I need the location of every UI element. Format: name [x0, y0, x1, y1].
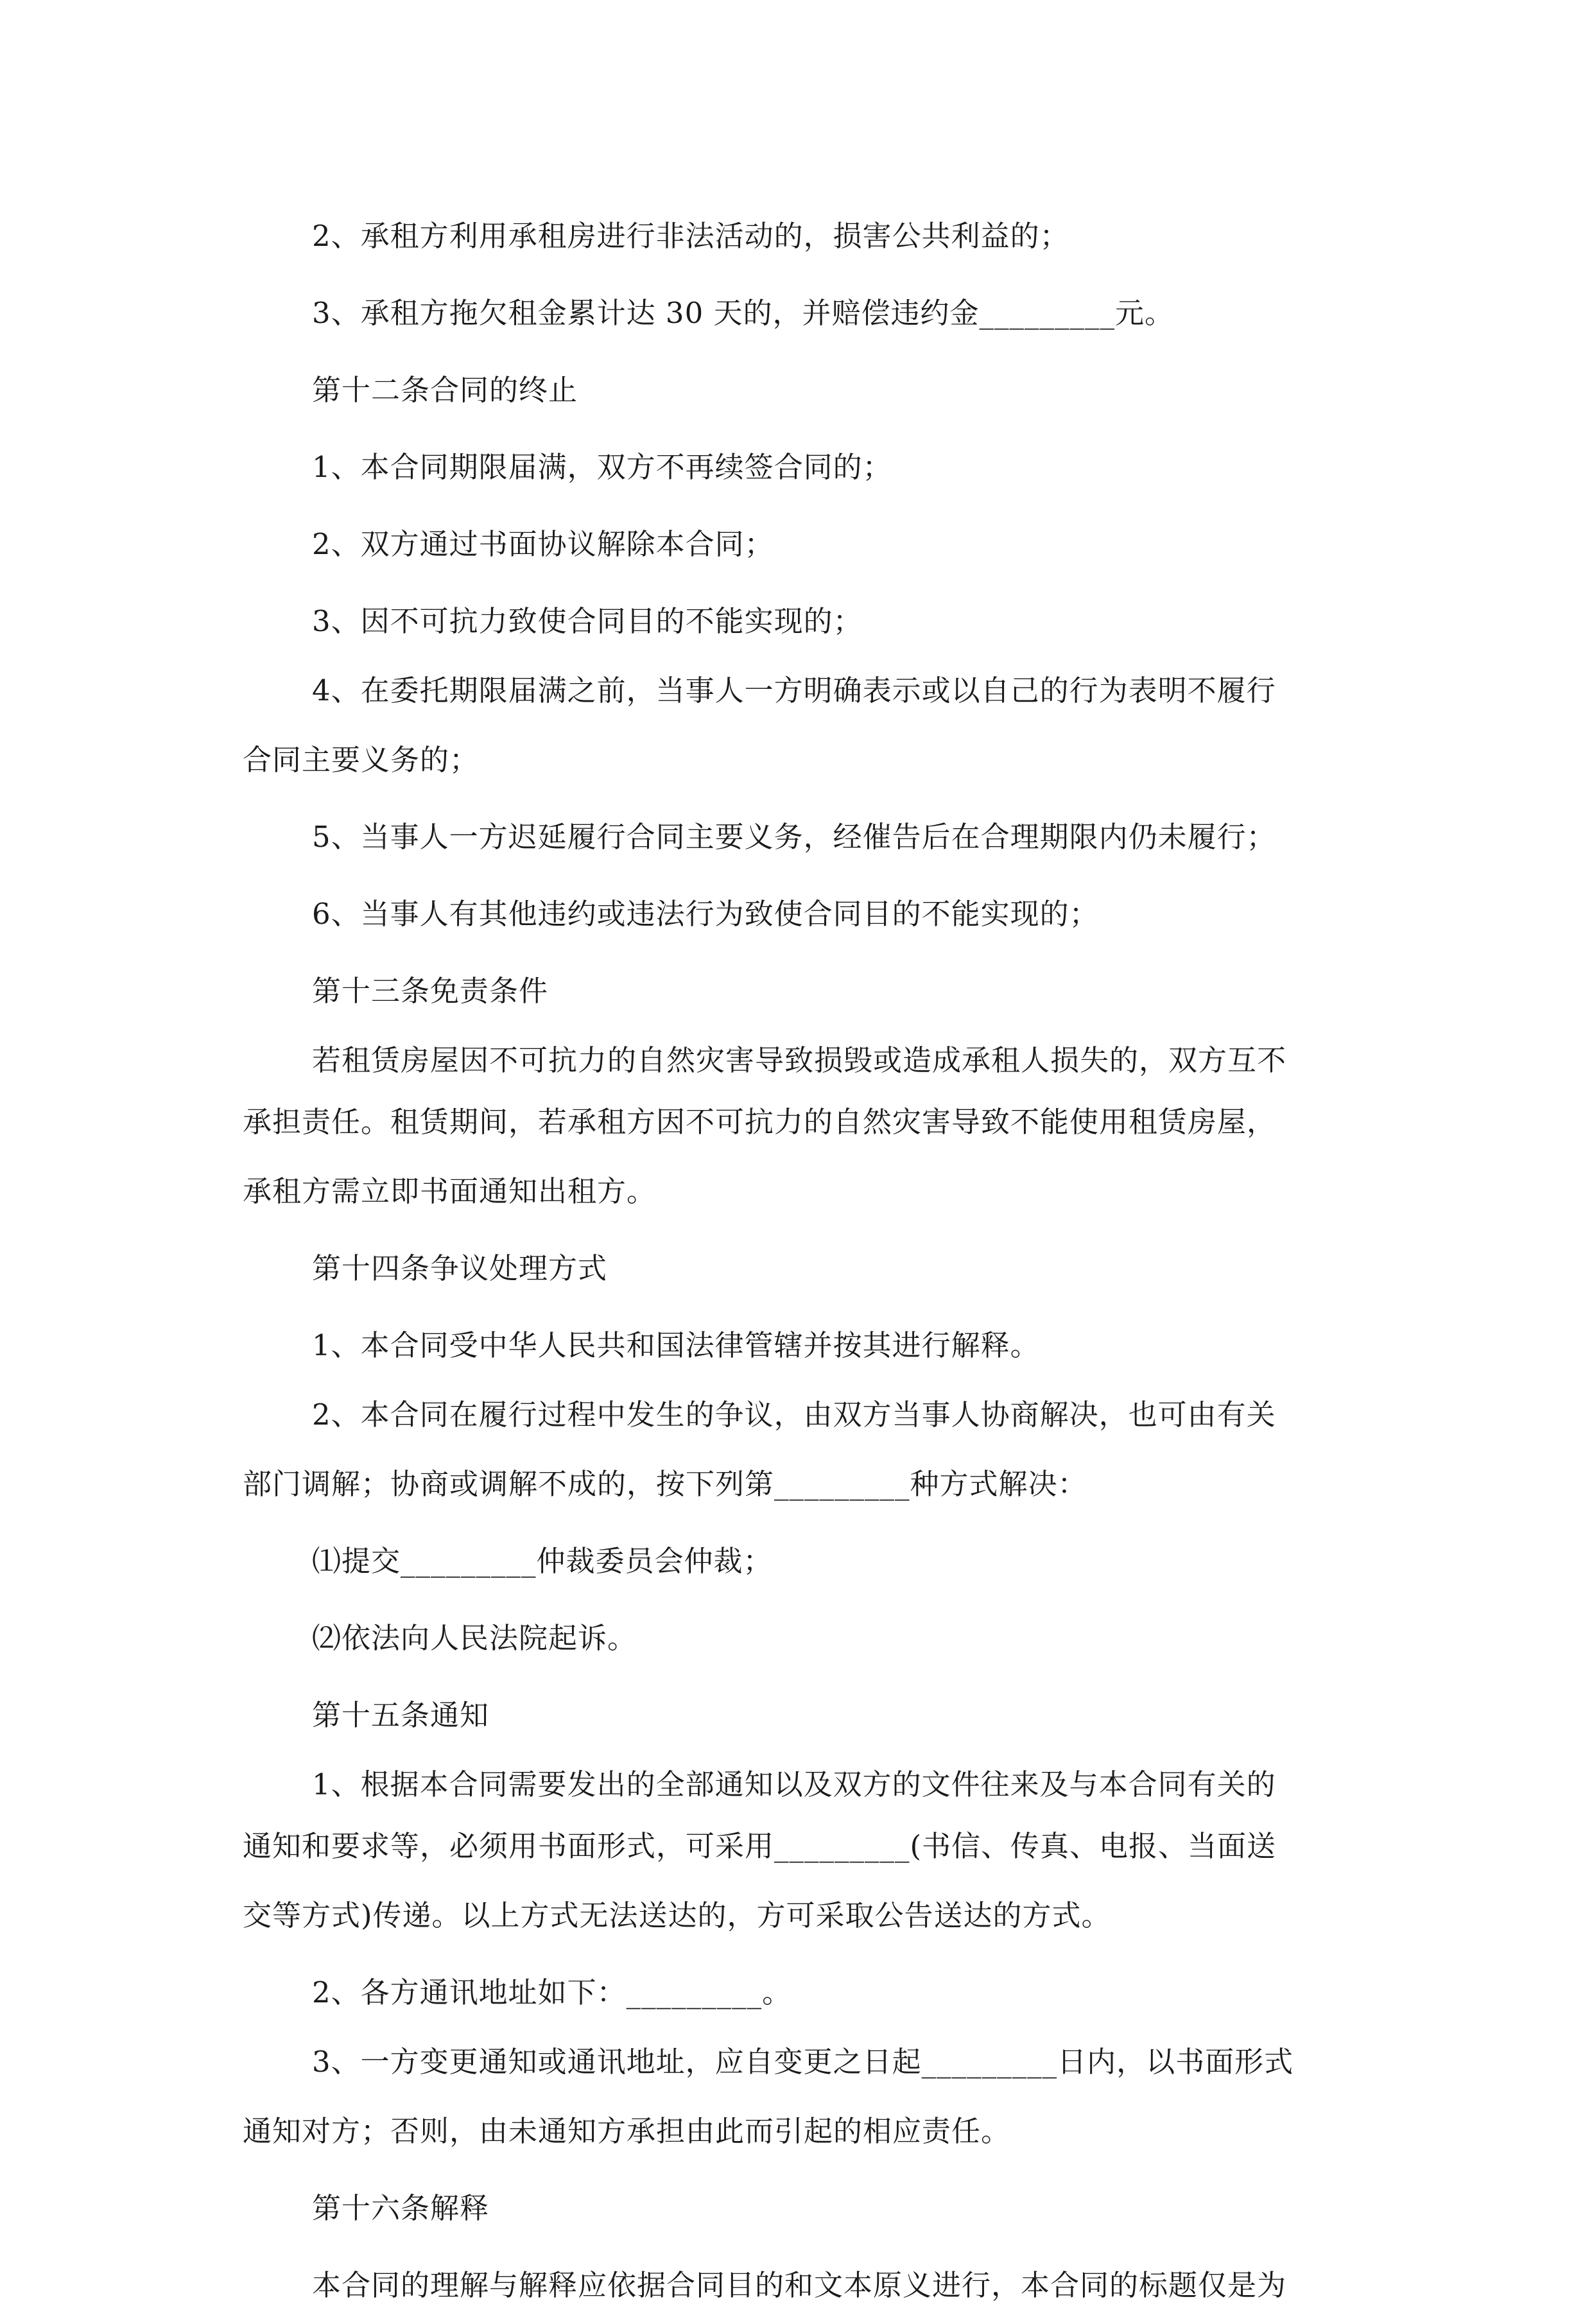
clause-line: 1、根据本合同需要发出的全部通知以及双方的文件往来及与本合同有关的	[312, 1767, 1276, 1801]
clause-line: 1、本合同期限届满，双方不再续签合同的；	[312, 450, 892, 484]
clause-line-continued: 通知和要求等，必须用书面形式，可采用_________(书信、传真、电报、当面送	[243, 1829, 1277, 1863]
clause-subitem: ⑴提交_________仲裁委员会仲裁；	[312, 1544, 773, 1578]
clause-line: 1、本合同受中华人民共和国法律管辖并按其进行解释。	[312, 1328, 1040, 1362]
paragraph-line-continued: 承租方需立即书面通知出租方。	[243, 1174, 657, 1208]
clause-line: 2、各方通讯地址如下：_________。	[312, 1975, 792, 2009]
section-heading: 第十三条免责条件	[312, 974, 549, 1008]
contract-body	[243, 198, 1363, 2324]
clause-line: 2、承租方利用承租房进行非法活动的，损害公共利益的；	[312, 219, 1069, 253]
section-heading: 第十二条合同的终止	[312, 373, 578, 407]
clause-line: 4、在委托期限届满之前，当事人一方明确表示或以自己的行为表明不履行	[312, 673, 1276, 707]
clause-line: 2、双方通过书面协议解除本合同；	[312, 527, 774, 561]
clause-line-continued: 部门调解；协商或调解不成的，按下列第_________种方式解决：	[243, 1467, 1087, 1501]
section-heading: 第十六条解释	[312, 2191, 490, 2225]
clause-line: 5、当事人一方迟延履行合同主要义务，经催告后在合理期限内仍未履行；	[312, 820, 1276, 854]
paragraph-line: 本合同的理解与解释应依据合同目的和文本原义进行，本合同的标题仅是为	[312, 2268, 1287, 2302]
clause-line: 3、一方变更通知或通讯地址，应自变更之日起_________日内，以书面形式	[312, 2045, 1294, 2079]
clause-line-continued: 通知对方；否则，由未通知方承担由此而引起的相应责任。	[243, 2114, 1011, 2148]
section-heading: 第十四条争议处理方式	[312, 1251, 608, 1285]
paragraph-line-continued: 承担责任。租赁期间，若承租方因不可抗力的自然灾害导致不能使用租赁房屋，	[243, 1105, 1277, 1139]
clause-line-continued: 交等方式)传递。以上方式无法送达的，方可采取公告送达的方式。	[243, 1898, 1111, 1932]
clause-line: 6、当事人有其他违约或违法行为致使合同目的不能实现的；	[312, 897, 1099, 931]
section-heading: 第十五条通知	[312, 1698, 490, 1732]
clause-line-continued: 合同主要义务的；	[243, 743, 480, 777]
clause-line: 2、本合同在履行过程中发生的争议，由双方当事人协商解决，也可由有关	[312, 1398, 1276, 1432]
clause-subitem: ⑵依法向人民法院起诉。	[312, 1621, 637, 1655]
paragraph-line: 若租赁房屋因不可抗力的自然灾害导致损毁或造成承租人损失的，双方互不	[312, 1043, 1287, 1077]
clause-line: 3、因不可抗力致使合同目的不能实现的；	[312, 604, 863, 638]
clause-line: 3、承租方拖欠租金累计达 30 天的，并赔偿违约金_________元。	[312, 296, 1175, 330]
